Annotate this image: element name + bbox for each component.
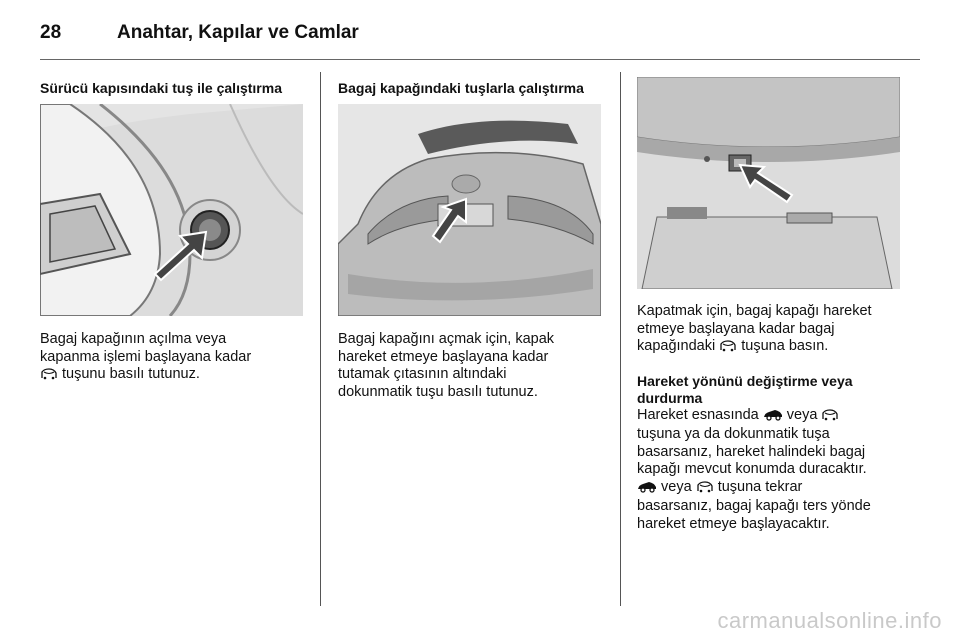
car-icon <box>637 480 657 499</box>
column-3-text <box>637 303 917 533</box>
paragraph-line: hareket etmeye başlayacaktır. <box>637 515 830 532</box>
paragraph-line: tutamak çıtasının altındaki <box>338 366 507 382</box>
car-icon <box>763 408 783 427</box>
paragraph-line: Kapatmak için, bagaj kapağı hareket <box>637 303 872 319</box>
paragraph-line: kapağı mevcut konumda duracaktır. <box>637 461 867 477</box>
paragraph-line: kapağındaki tuşuna basın. <box>637 338 917 358</box>
column-2-text <box>338 331 613 401</box>
tailgate-icon <box>40 367 58 386</box>
section-heading-direction-2: durdurma <box>637 389 703 406</box>
paragraph-line: basarsanız, hareket halindeki bagaj <box>637 443 866 460</box>
paragraph-line: Bagaj kapağını açmak için, kapak <box>338 331 555 347</box>
section-heading-driver-door: Sürücü kapısındaki tuş ile çalıştırma <box>40 80 282 96</box>
tailgate-icon <box>696 480 714 499</box>
column-divider-1 <box>320 72 321 606</box>
column-1-text <box>40 331 310 386</box>
watermark[interactable]: carmanualsonline.info <box>717 608 942 633</box>
page-number: 28 <box>40 22 62 43</box>
chapter-title: Anahtar, Kapılar ve Camlar <box>117 22 359 43</box>
column-divider-2 <box>620 72 621 606</box>
paragraph-line: Hareket esnasında veya <box>637 407 917 427</box>
paragraph-line: basarsanız, bagaj kapağı ters yönde <box>637 498 871 514</box>
tailgate-icon <box>821 408 839 427</box>
column-2 <box>338 80 613 97</box>
tailgate-interior-illustration <box>637 77 900 289</box>
paragraph-line: tuşunu basılı tutunuz. <box>40 366 310 386</box>
column-1 <box>40 80 310 97</box>
paragraph-line: kapanma işlemi başlayana kadar <box>40 348 252 365</box>
door-switch-illustration <box>40 104 303 316</box>
paragraph-line: veya tuşuna tekrar <box>637 479 917 499</box>
header-rule <box>40 59 920 60</box>
car-rear-illustration <box>338 104 601 316</box>
paragraph-line: etmeye başlayana kadar bagaj <box>637 320 835 337</box>
tailgate-icon <box>719 339 737 358</box>
paragraph-line: tuşuna ya da dokunmatik tuşa <box>637 426 830 442</box>
section-heading-tailgate-buttons: Bagaj kapağındaki tuşlarla çalıştırma <box>338 80 584 96</box>
section-heading-direction: Hareket yönünü değiştirme veya <box>637 372 853 389</box>
paragraph-line: Bagaj kapağının açılma veya <box>40 331 227 347</box>
paragraph-line: dokunmatik tuşu basılı tutunuz. <box>338 383 538 400</box>
paragraph-line: hareket etmeye başlayana kadar <box>338 348 549 365</box>
